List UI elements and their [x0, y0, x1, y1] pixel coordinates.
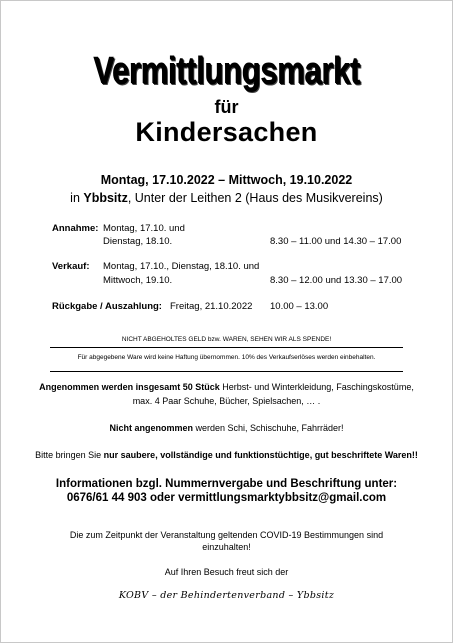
covid-line2: einzuhalten!	[202, 542, 251, 552]
annahme-day2: Dienstag, 18.10.	[103, 236, 173, 247]
accepted-line1	[0, 382, 453, 392]
notice-uncollected: NICHT ABGEHOLTES GELD bzw. WAREN, SEHEN WIR ALS SPENDE!	[121, 336, 332, 343]
annahme-times: 8.30 – 11.00 und 14.30 – 17.00	[270, 236, 402, 247]
covid-line1: Die zum Zeitpunkt der Veranstaltung geltenden COVID-19 Bestimmungen sind	[69, 530, 384, 540]
info-heading: Informationen bzgl. Nummernvergabe und Beschriftung unter:	[55, 478, 398, 490]
info-contact: 0676/61 44 903 oder vermittlungsmarktybbsitz@gmail.com	[66, 492, 387, 504]
rueckgabe-label: Rückgabe / Auszahlung:	[52, 301, 162, 312]
verkauf-days1: Montag, 17.10., Dienstag, 18.10. und	[103, 261, 260, 272]
please-line	[0, 450, 453, 460]
venue-prefix: in	[70, 191, 84, 205]
please-prefix: Bitte bringen Sie	[35, 450, 104, 460]
title-subject: Kindersachen	[135, 117, 318, 147]
not-accepted-bold: Nicht angenommen	[109, 423, 193, 433]
not-accepted-rest: werden Schi, Schischuhe, Fahrräder!	[192, 423, 344, 433]
annahme-label: Annahme:	[52, 223, 99, 234]
divider-bottom	[50, 371, 403, 372]
venue-town: Ybbsitz	[83, 191, 128, 205]
title-fuer: für	[214, 97, 239, 117]
signature: KOBV – der Behindertenverband – Ybbsitz	[118, 590, 335, 601]
not-accepted	[0, 423, 453, 433]
please-bold: nur saubere, vollständige und funktionstüchtige, gut beschriftete Waren!!	[103, 450, 418, 460]
verkauf-times: 8.30 – 12.00 und 13.30 – 17.00	[270, 275, 403, 286]
flyer-title: Vermittlungsmarkt	[93, 50, 360, 92]
notice-liability: Für abgegebene Ware wird keine Haftung übernommen. 10% des Verkaufserlöses werden einbehalten.	[77, 354, 376, 361]
accepted-rest: Herbst- und Winterkleidung, Faschingskostüme,	[219, 382, 414, 392]
divider-top	[50, 347, 403, 348]
verkauf-days2: Mittwoch, 19.10.	[103, 275, 173, 286]
accepted-line2: max. 4 Paar Schuhe, Bücher, Spielsachen, … .	[132, 396, 321, 406]
rueckgabe-times: 10.00 – 13.00	[270, 301, 329, 312]
date-range: Montag, 17.10.2022 – Mittwoch, 19.10.2022	[100, 173, 353, 187]
annahme-day1: Montag, 17.10. und	[103, 223, 185, 234]
rueckgabe-date: Freitag, 21.10.2022	[170, 301, 253, 312]
verkauf-label: Verkauf:	[52, 261, 90, 272]
closing-line: Auf Ihren Besuch freut sich der	[164, 567, 289, 577]
venue	[0, 191, 453, 205]
venue-address: , Unter der Leithen 2 (Haus des Musikvereins)	[127, 191, 383, 205]
accepted-bold: Angenommen werden insgesamt 50 Stück	[39, 382, 220, 392]
